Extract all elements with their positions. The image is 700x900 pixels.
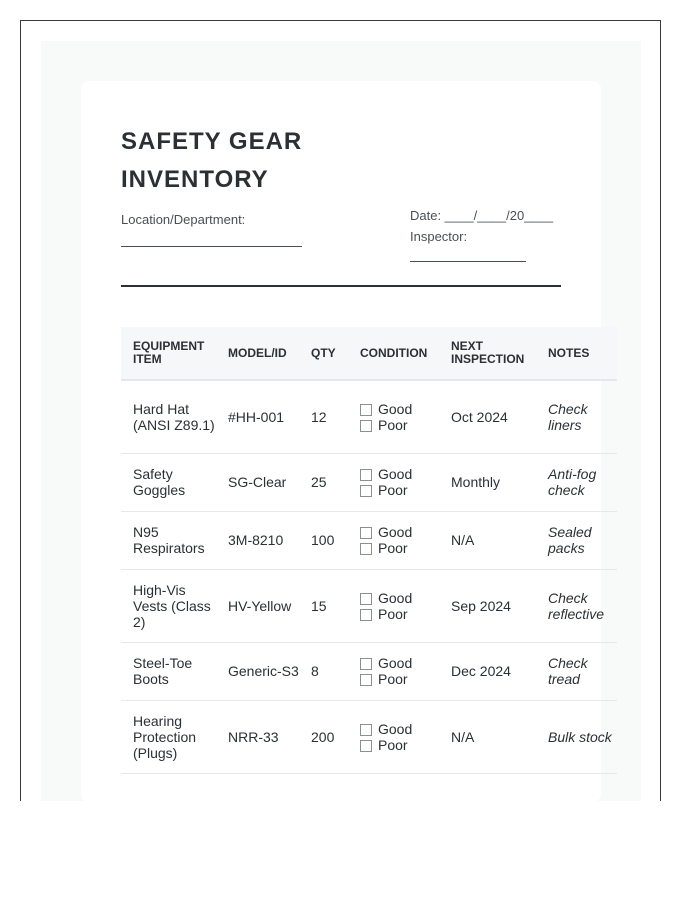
cell-notes: Check reflective [536, 569, 617, 642]
condition-poor-option[interactable] [360, 417, 439, 433]
table-row [121, 380, 617, 453]
cell-model: Generic-S3 [216, 642, 299, 700]
header-equipment-item: EQUIPMENT ITEM [121, 327, 216, 380]
inspector-label: Inspector: [410, 229, 468, 244]
page-title [121, 123, 351, 199]
title-line-2: INVENTORY [121, 166, 269, 193]
cell-condition [348, 642, 439, 700]
cell-condition [348, 453, 439, 511]
cell-notes: Check liners [536, 380, 617, 453]
condition-poor-option[interactable] [360, 606, 439, 622]
cell-notes: Sealed packs [536, 511, 617, 569]
condition-good-option[interactable] [360, 655, 439, 671]
table-row [121, 453, 617, 511]
cell-condition [348, 700, 439, 773]
good-label: Good [378, 524, 413, 540]
cell-qty: 25 [299, 453, 348, 511]
cell-item: Safety Goggles [121, 453, 216, 511]
condition-poor-option[interactable] [360, 737, 439, 753]
cell-qty: 12 [299, 380, 348, 453]
good-checkbox[interactable] [360, 658, 372, 670]
poor-checkbox[interactable] [360, 420, 372, 432]
poor-label: Poor [378, 540, 408, 556]
cell-model: 3M-8210 [216, 511, 299, 569]
cell-model: SG-Clear [216, 453, 299, 511]
header-next-inspection: NEXT INSPECTION [439, 327, 536, 380]
header-notes: NOTES [536, 327, 617, 380]
inventory-card [81, 81, 612, 801]
good-checkbox[interactable] [360, 724, 372, 736]
good-label: Good [378, 466, 413, 482]
good-label: Good [378, 589, 413, 606]
cell-qty: 15 [299, 569, 348, 642]
cell-next-inspection: Oct 2024 [439, 380, 536, 453]
cell-model: NRR-33 [216, 700, 299, 773]
header-qty: QTY [299, 327, 348, 380]
meta-fields [410, 205, 570, 247]
cell-notes: Anti-fog check [536, 453, 617, 511]
cell-condition [348, 380, 439, 453]
cell-next-inspection: N/A [439, 511, 536, 569]
header-divider [121, 285, 561, 287]
cell-item: Hard Hat (ANSI Z89.1) [121, 380, 216, 453]
cell-model: HV-Yellow [216, 569, 299, 642]
table-header-row [121, 327, 617, 380]
inspector-fill-line [410, 261, 526, 262]
poor-checkbox[interactable] [360, 740, 372, 752]
condition-poor-option[interactable] [360, 671, 439, 687]
table-row [121, 700, 617, 773]
condition-good-option[interactable] [360, 721, 439, 737]
cell-notes: Check tread [536, 642, 617, 700]
cell-next-inspection: Dec 2024 [439, 642, 536, 700]
cell-qty: 200 [299, 700, 348, 773]
poor-label: Poor [378, 416, 408, 433]
cell-item: Steel-Toe Boots [121, 642, 216, 700]
page-background [41, 41, 641, 801]
good-label: Good [378, 655, 413, 671]
cell-item: N95 Respirators [121, 511, 216, 569]
poor-label: Poor [378, 736, 408, 753]
location-fill-line [121, 246, 302, 247]
good-label: Good [378, 720, 413, 737]
inventory-table [121, 327, 617, 774]
good-checkbox[interactable] [360, 404, 372, 416]
good-label: Good [378, 400, 413, 417]
location-label: Location/Department: [121, 212, 246, 227]
cell-condition [348, 569, 439, 642]
poor-label: Poor [378, 482, 408, 498]
table-row [121, 642, 617, 700]
cell-notes: Bulk stock [536, 700, 617, 773]
poor-label: Poor [378, 671, 408, 687]
condition-good-option[interactable] [360, 466, 439, 482]
condition-poor-option[interactable] [360, 482, 439, 498]
poor-checkbox[interactable] [360, 674, 372, 686]
poor-checkbox[interactable] [360, 609, 372, 621]
condition-poor-option[interactable] [360, 540, 439, 556]
cell-item: High-Vis Vests (Class 2) [121, 569, 216, 642]
poor-checkbox[interactable] [360, 543, 372, 555]
cell-condition [348, 511, 439, 569]
good-checkbox[interactable] [360, 527, 372, 539]
document-page [20, 20, 661, 801]
poor-label: Poor [378, 605, 408, 622]
date-field: Date: ____/____/20____ [410, 208, 554, 223]
table-row [121, 569, 617, 642]
condition-good-option[interactable] [360, 590, 439, 606]
condition-good-option[interactable] [360, 401, 439, 417]
table-row [121, 511, 617, 569]
good-checkbox[interactable] [360, 469, 372, 481]
cell-next-inspection: Monthly [439, 453, 536, 511]
cell-next-inspection: N/A [439, 700, 536, 773]
cell-qty: 8 [299, 642, 348, 700]
good-checkbox[interactable] [360, 593, 372, 605]
title-line-1: SAFETY GEAR [121, 128, 303, 155]
cell-next-inspection: Sep 2024 [439, 569, 536, 642]
header-model-id: MODEL/ID [216, 327, 299, 380]
poor-checkbox[interactable] [360, 485, 372, 497]
cell-qty: 100 [299, 511, 348, 569]
condition-good-option[interactable] [360, 524, 439, 540]
cell-item: Hearing Protection (Plugs) [121, 700, 216, 773]
header-condition: CONDITION [348, 327, 439, 380]
cell-model: #HH-001 [216, 380, 299, 453]
